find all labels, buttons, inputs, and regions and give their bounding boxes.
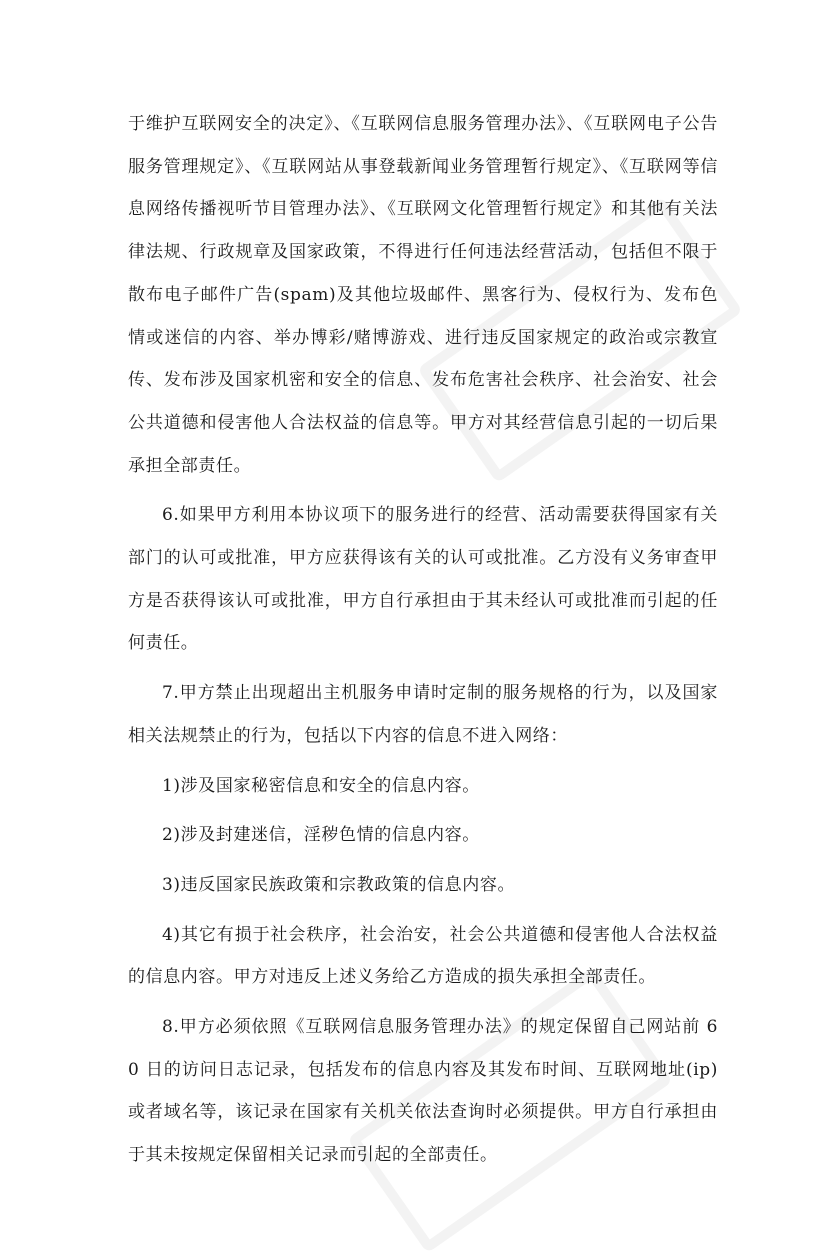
list-item: 1)涉及国家秘密信息和安全的信息内容。	[162, 775, 480, 796]
paragraph-clause-8: 8.甲方必须依照《互联网信息服务管理办法》的规定保留自己网站前 60 日的访问日志记录，包括发布的信息内容及其发布时间、互联网地址(ip)或者域名等，该记录在国家有关机关依法查询时必须提供。甲方自行承担由于其未按规定保留相关记录而引起的全部责任。	[128, 1017, 718, 1166]
paragraph-continuation: 于维护互联网安全的决定》、《互联网信息服务管理办法》、《互联网电子公告服务管理规定》、《互联网站从事登载新闻业务管理暂行规定》、《互联网等信息网络传播视听节目管理办法》、《互联网文化管理暂行规定》和其他有关法律法规、行政规章及国家政策，不得进行任何违法经营活动，包括但不限于散布电子邮件广告(spam)及其他垃圾邮件、黑客行为、侵权行为、发布色情或迷信的内容、举办博彩/赌博游戏、进行违反国家规定的政治或宗教宣传、发布涉及国家机密和安全的信息、发布危害社会秩序、社会治安、社会公共道德和侵害他人合法权益的信息等。甲方对其经营信息引起的一切后果承担全部责任。	[128, 114, 718, 476]
paragraph-clause-7: 7.甲方禁止出现超出主机服务申请时定制的服务规格的行为，以及国家相关法规禁止的行为，包括以下内容的信息不进入网络：	[128, 683, 718, 746]
paragraph-clause-6: 6.如果甲方利用本协议项下的服务进行的经营、活动需要获得国家有关部门的认可或批准，甲方应获得该有关的认可或批准。乙方没有义务审查甲方是否获得该认可或批准，甲方自行承担由于其未经认可或批准而引起的任何责任。	[128, 505, 718, 654]
document-body	[128, 103, 718, 1184]
list-item: 2)涉及封建迷信，淫秽色情的信息内容。	[162, 825, 480, 846]
list-item: 3)违反国家民族政策和宗教政策的信息内容。	[162, 874, 516, 895]
list-item: 4)其它有损于社会秩序，社会治安，社会公共道德和侵害他人合法权益的信息内容。甲方对违反上述义务给乙方造成的损失承担全部责任。	[128, 924, 718, 988]
